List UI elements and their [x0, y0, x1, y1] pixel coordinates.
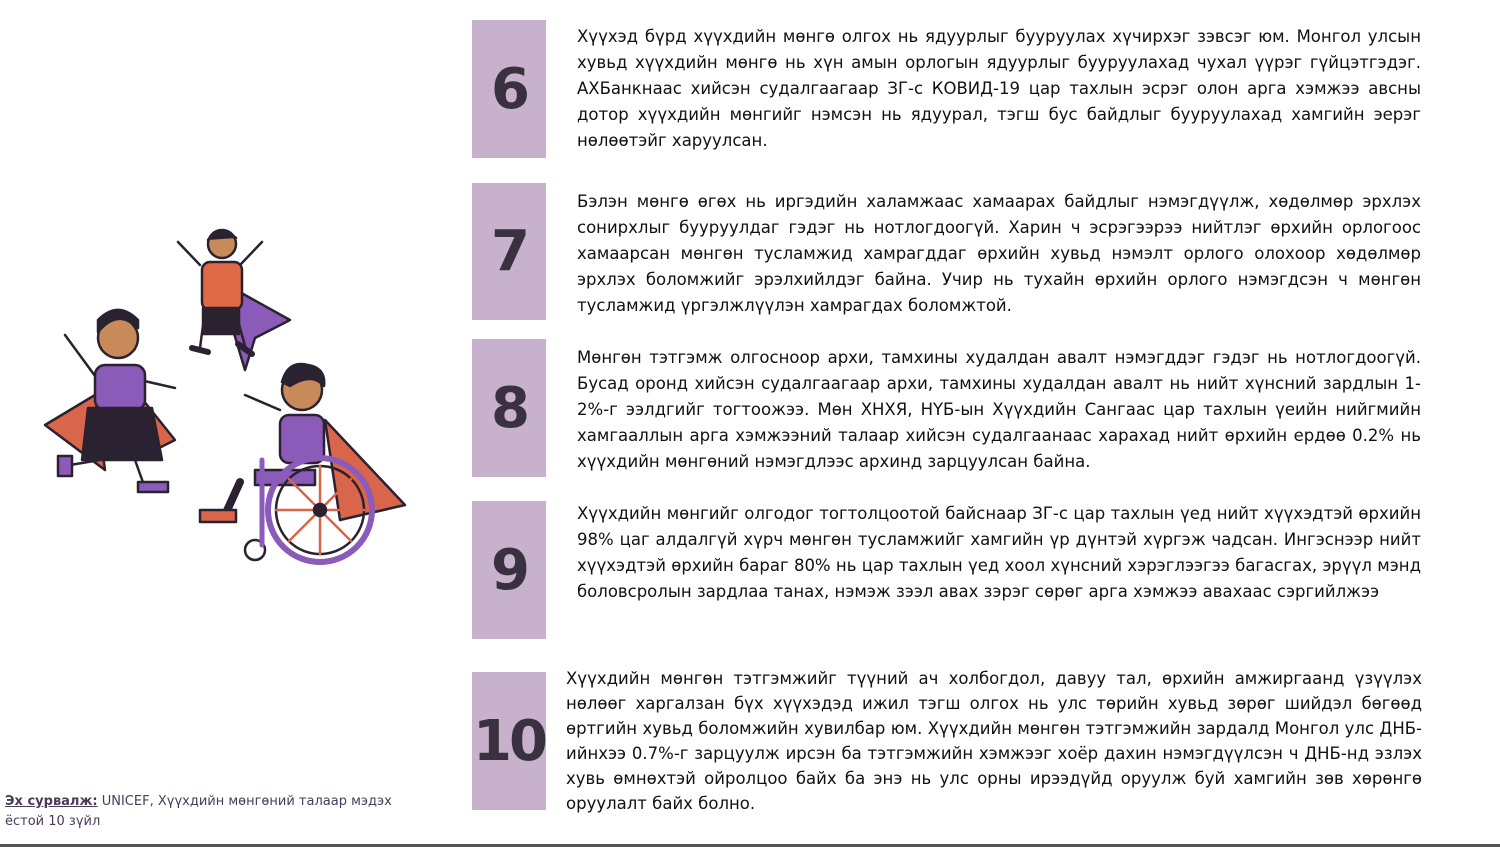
source-note: [5, 792, 435, 832]
number-badge-8: 8: [472, 339, 546, 477]
number-badge-10: 10: [472, 672, 546, 810]
children-playing-illustration: [40, 220, 420, 580]
item-text-9: Хүүхдийн мөнгийг олгодог тогтолцоотой байснаар ЗГ-с цар тахлын үед нийт хүүхэдтэй өрхийн 98% цаг алдалгүй хүрч мөнгөн тусламжийг хамгийн үр дүнтэй хүргэж чадсан. Ингэснээр нийт хүүхэдтэй өрхийн бараг 80% нь цар тахлын үед хоол хүнсний хэрэглээгээ багасгах, эрүүл мэнд боловсролын зардлаа танах, нэмэж зээл авах зэрэг сөрөг арга хэмжээ авахаас сэргийлжээ: [577, 504, 1421, 601]
number-badge-7: 7: [472, 183, 546, 320]
source-label: Эх сурвалж:: [5, 794, 98, 809]
item-text-6: Хүүхэд бүрд хүүхдийн мөнгө олгох нь ядуурлыг бууруулах хүчирхэг зэвсэг юм. Монгол улсын хувьд хүүхдийн мөнгө нь хүн амын орлогын ядуурлыг бууруулахад чухал үүрэг гүйцэтгэдэг. АХБанкнаас хийсэн судалгаагаар ЗГ-с КОВИД-19 цар тахлын эсрэг олон арга хэмжээ авсны дотор хүүхдийн мөнгийг нэмсэн нь ядуурал, тэгш бус байдлыг бууруулахад хамгийн эерэг нөлөөтэйг харуулсан.: [577, 27, 1421, 150]
item-text-7: Бэлэн мөнгө өгөх нь иргэдийн халамжаас хамаарах байдлыг нэмэгдүүлж, хөдөлмөр эрхлэх сонирхлыг бууруулдаг гэдэг нь нотлогдоогүй. Харин ч эсрэгээрээ нийтлэг өрхийн орлогоос хамаарсан мөнгөн тусламжид хамрагддаг өрхийн хувьд нэмэлт орлого олохоор хөдөлмөр эрхлэх боломжийг эрэлхийлдэг байна. Учир нь тухайн өрхийн орлого нэмэгдсэн ч мөнгөн тусламжид үргэлжлүүлэн хамрагдах боломжтой.: [577, 192, 1421, 315]
source-text: UNICEF, Хүүхдийн мөнгөний талаар мэдэх ёстой 10 зүйл: [5, 794, 392, 829]
item-text-10: Хүүхдийн мөнгөн тэтгэмжийг түүний ач холбогдол, давуу тал, өрхийн амжиргаанд үзүүлэх нөлөөг харгалзан бүх хүүхэдэд ижил тэгш олгох нь улс төрийн хувьд зөрөг шийдэл бөгөөд өртгийн хувьд боломжийн хувилбар юм. Хүүхдийн мөнгөн тэтгэмжийн зардалд Монгол улс ДНБ-ийнхээ 0.7%-г зарцуулж ирсэн ба тэтгэмжийн хэмжээг хоёр дахин нэмэгдүүлсэн ч ДНБ-нд эзлэх хувь өмнөхтэй ойролцоо байх ба энэ нь улс орны ирээдүйд оруулж буй хамгийн зөв хөрөнгө оруулалт байх болно.: [566, 669, 1422, 813]
item-text-8: Мөнгөн тэтгэмж олгосноор архи, тамхины худалдан авалт нэмэгддэг гэдэг нь нотлогдоогүй. Бусад оронд хийсэн судалгаагаар архи, тамхины худалдан авалт нь нийт хүнсний зардлын 1-2%-г ээлдгийг тогтоожээ. Мөн ХНХЯ, НҮБ-ын Хүүхдийн Сангаас цар тахлын үеийн нийгмийн хамгааллын арга хэмжээний талаар хийсэн судалгаанаас харахад нийт өрхийн ердөө 0.2% нь хүүхдийн мөнгөний нэмэгдлээс архинд зарцуулсан байна.: [577, 348, 1421, 471]
number-badge-6: 6: [472, 20, 546, 158]
number-badge-9: 9: [472, 501, 546, 639]
